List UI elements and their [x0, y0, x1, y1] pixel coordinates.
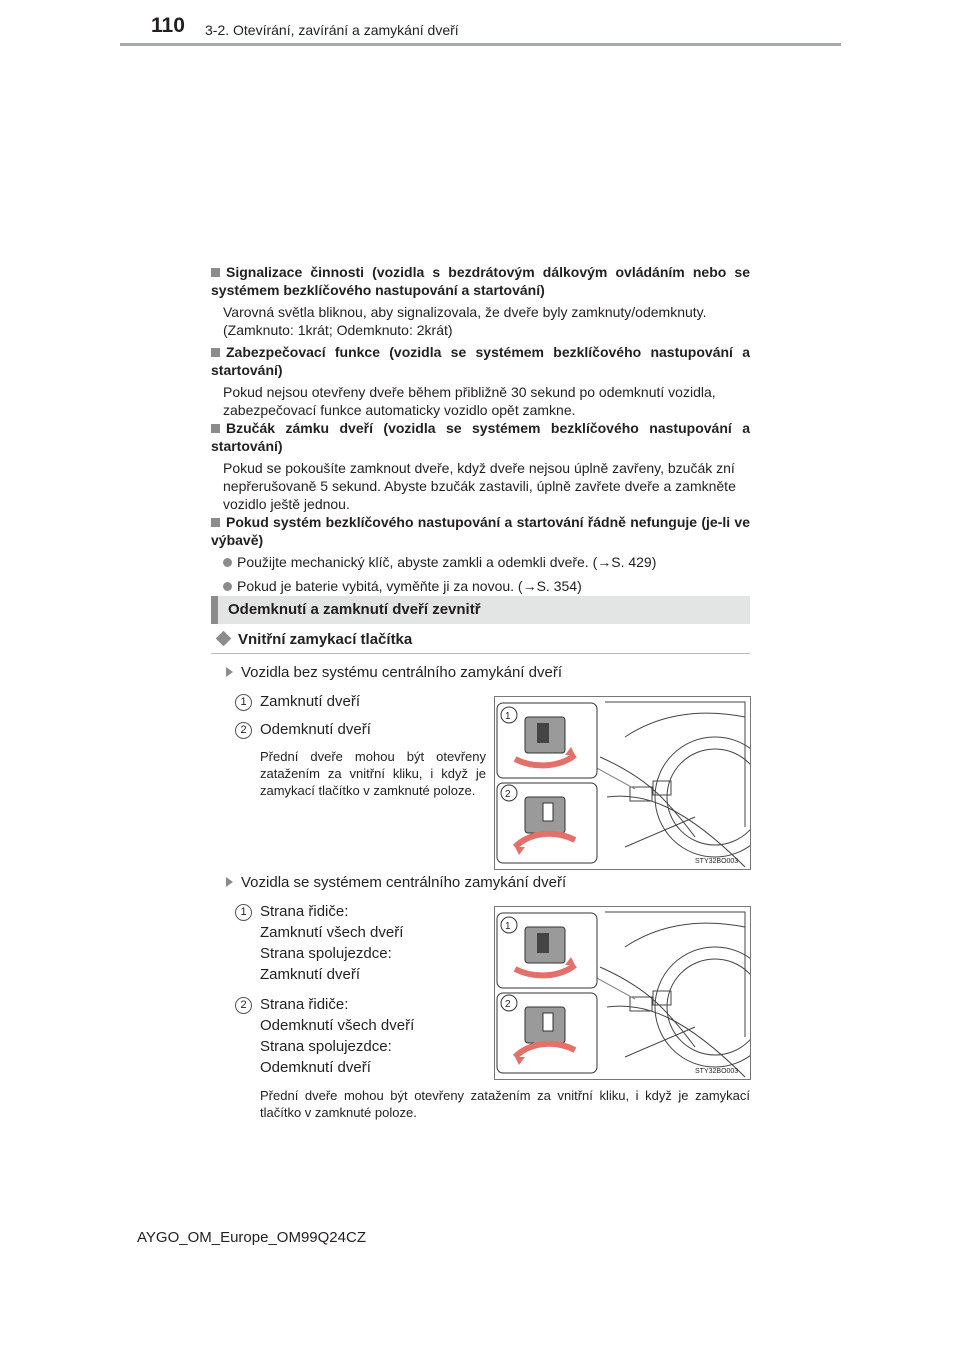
item-2-text: Strana řidiče: Odemknutí všech dveří Strana spolujezdce: Odemknutí dveří — [260, 996, 415, 1076]
section-header: 3-2. Otevírání, zavírání a zamykání dveří — [205, 22, 459, 38]
diamond-icon — [216, 631, 232, 647]
number-marker: 1 — [235, 904, 252, 921]
footer-doc-id: AYGO_OM_Europe_OM99Q24CZ — [137, 1229, 366, 1246]
block-text: Pokud nejsou otevřeny dveře během přibližně 30 sekund po odemknutí vozidla, zabezpečovací funkce automaticky vozidlo opět zamkne. — [223, 384, 716, 418]
item-2-text: Odemknutí dveří — [260, 721, 371, 738]
bullet-item: Pokud je baterie vybitá, vyměňte ji za novou. (→S. 354) — [223, 577, 750, 595]
arrow-bullet-icon — [226, 667, 233, 677]
figure-door-lock-2 — [494, 906, 751, 1080]
block-signalizace — [211, 263, 750, 339]
block-nefunguje — [211, 513, 750, 595]
subsection-rule — [211, 653, 750, 654]
item-1 — [235, 900, 252, 921]
block-title: Zabezpečovací funkce (vozidla se systémem bezklíčového nastupování a startování) — [211, 344, 750, 378]
header-rule — [120, 43, 841, 46]
block-title: Pokud systém bezklíčového nastupování a startování řádně nefunguje (je-li ve výbavě) — [211, 514, 750, 548]
square-bullet-icon — [211, 424, 220, 433]
item-2 — [235, 993, 252, 1014]
item-1-text: Zamknutí dveří — [260, 693, 361, 710]
figure-door-lock-1 — [494, 696, 751, 870]
number-marker: 1 — [235, 694, 252, 711]
figure-marker: 1 — [505, 921, 511, 932]
block-title: Bzučák zámku dveří (vozidla se systémem bezklíčového nastupování a startování) — [211, 420, 750, 454]
variant1-note: Přední dveře mohou být otevřeny zatažením za vnitřní kliku, i když je zamykací tlačítko v zamknuté poloze. — [260, 749, 486, 798]
arrow-bullet-icon — [226, 877, 233, 887]
number-marker: 2 — [235, 722, 252, 739]
variant2-note: Přední dveře mohou být otevřeny zatažením za vnitřní kliku, i když je zamykací tlačítko v zamknuté poloze. — [260, 1088, 750, 1120]
block-text: Pokud se pokoušíte zamknout dveře, když dveře nejsou úplně zavřeny, bzučák zní nepřerušovaně 5 sekund. Abyste bzučák zastavili, úplně zavřete dveře a zamkněte vozidlo ještě jednou. — [223, 460, 736, 512]
number-marker: 2 — [235, 997, 252, 1014]
square-bullet-icon — [211, 348, 220, 357]
block-text: Varovná světla bliknou, aby signalizovala, že dveře byly zamknuty/odemknuty. (Zamknuto: 1krát; Odemknuto: 2krát) — [223, 304, 707, 338]
item-1-text: Strana řidiče: Zamknutí všech dveří Strana spolujezdce: Zamknutí dveří — [260, 903, 404, 983]
figure-code: STY32BO003 — [695, 1068, 739, 1075]
square-bullet-icon — [211, 268, 220, 277]
section-bar: Odemknutí a zamknutí dveří zevnitř — [211, 596, 750, 624]
door-lock-illustration — [495, 697, 750, 869]
square-bullet-icon — [211, 518, 220, 527]
page-number: 110 — [151, 14, 185, 37]
subsection-title: Vnitřní zamykací tlačítka — [215, 631, 412, 648]
bullet-item: Použijte mechanický klíč, abyste zamkli a odemkli dveře. (→S. 429) — [223, 553, 750, 571]
item-1 — [235, 690, 252, 711]
block-title: Signalizace činnosti (vozidla s bezdrátovým dálkovým ovládáním nebo se systémem bezklíčového nastupování a startování) — [211, 264, 750, 298]
variant-label: Vozidla se systémem centrálního zamykání dveří — [226, 874, 566, 891]
figure-marker: 2 — [505, 999, 511, 1010]
block-zabezpeceni — [211, 343, 750, 419]
door-lock-illustration — [495, 907, 750, 1079]
variant-label: Vozidla bez systému centrálního zamykání dveří — [226, 664, 562, 681]
figure-code: STY32BO003 — [695, 858, 739, 865]
figure-marker: 1 — [505, 711, 511, 722]
round-bullet-icon — [223, 558, 232, 567]
item-2 — [235, 718, 252, 739]
round-bullet-icon — [223, 582, 232, 591]
figure-marker: 2 — [505, 789, 511, 800]
block-bzucak — [211, 419, 750, 513]
